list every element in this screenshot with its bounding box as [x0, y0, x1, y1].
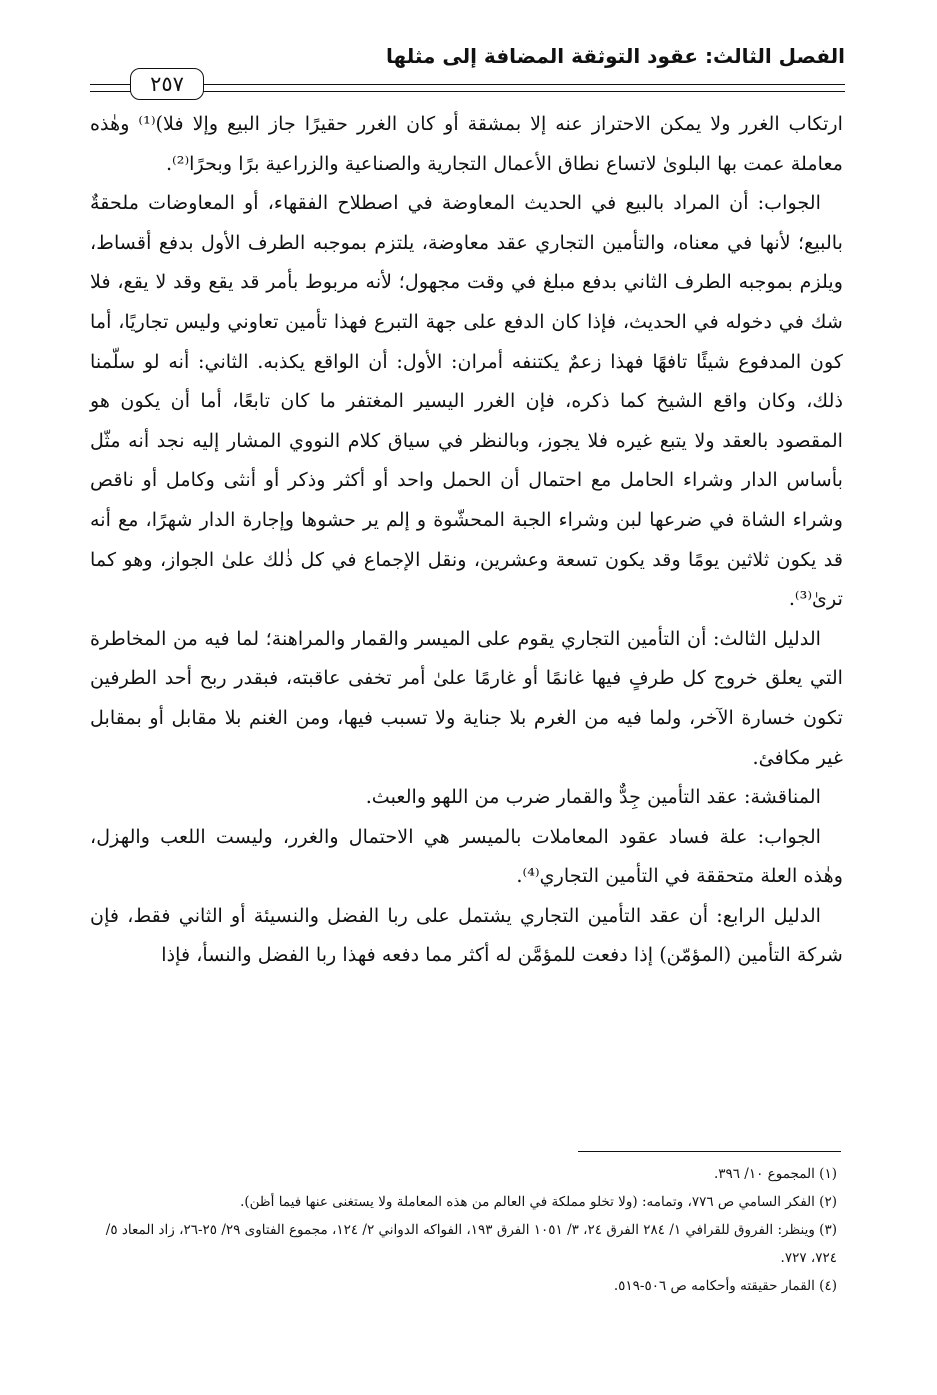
- running-header: [90, 44, 845, 96]
- paragraph-evidence-4: الدليل الرابع: أن عقد التأمين التجاري يشتمل على ربا الفضل والنسيئة أو الثاني فقط، فإن شركة التأمين (المؤمّن) إذا دفعت للمؤمَّن له أكثر مما دفعه فهذا ربا الفضل والنسأ، فإذا: [90, 903, 843, 967]
- paragraph-evidence-3: الدليل الثالث: أن التأمين التجاري يقوم على الميسر والقمار والمراهنة؛ لما فيه من المخاطرة التي يعلق خروج كل طرفٍ فيها غانمًا أو غارمًا علىٰ أمر تخفى عاقبته، فبقدر ربح أحد الطرفين تكون خسارة الآخر، ولما فيه من الغرم بلا جناية ولا تسبب فيها، ومن الغنم بلا مقابل أو بمقابل غير مكافئ.: [90, 626, 843, 769]
- footnote-separator: [578, 1151, 841, 1152]
- footnote-2: (٢) الفكر السامي ص ٧٧٦، وتمامه: (ولا تخلو مملكة في العالم من هذه المعاملة ولا يستغنى عنها فيما أظن).: [240, 1194, 837, 1210]
- footnote-1: (١) المجموع ١٠/ ٣٩٦.: [713, 1166, 837, 1182]
- footnote-3: (٣) وينظر: الفروق للقرافي ١/ ٢٨٤ الفرق ٢٤، ٣/ ١٠٥١ الفرق ١٩٣، الفواكه الدواني ٢/ ١٢٤، مجموع الفتاوى ٢٩/ ٢٥-٢٦، زاد المعاد ٥/ ٧٢٤، ٧٢٧.: [105, 1222, 837, 1266]
- paragraph-answer-1: الجواب: أن المراد بالبيع في الحديث المعاوضة في اصطلاح الفقهاء، أو المعاوضات ملحقةٌ بالبيع؛ لأنها في معناه، والتأمين التجاري عقد معاوضة، يلتزم بموجبه الطرف الأول بدفع أقساط، ويلزم بموجبه الطرف الثاني بدفع مبلغ في وقت مجهول؛ لأنه مربوط بأمر قد يقع وقد لا يقع، فلا شك في دخوله في الحديث، فإذا كان الدفع على جهة التبرع فهذا تأمين تعاوني وليس تجاريًا، أما كون المدفوع شيئًا تافهًا فهذا زعمٌ يكتنفه أمران: الأول: أن الواقع يكذبه. الثاني: أنه لو سلّمنا ذلك، وكان واقع الشيخ كما ذكره، فإن الغرر اليسير المغتفر ما كان تابعًا، أما أن يكون هو المقصود بالعقد ولا يتبع غيره فلا يجوز، وبالنظر في سياق كلام النووي المشار إليه نجد أنه مثّل بأساس الدار وشراء الحامل مع احتمال أن الحمل واحد أو أكثر وذكر أو أنثى وكامل أو ناقص وشراء الشاة في ضرعها لبن وشراء الجبة المحشّوة و إلم ير حشوها وإجارة الدار شهرًا، مع أنه قد يكون ثلاثين يومًا وقد يكون تسعة وعشرين، ونقل الإجماع في كل ذٰلك علىٰ الجواز، وهو كما ترىٰ⁽³⁾.: [90, 191, 843, 611]
- page-number: ٢٥٧: [130, 68, 204, 100]
- footnote-4: (٤) القمار حقيقته وأحكامه ص ٥٠٦-٥١٩.: [613, 1278, 837, 1294]
- paragraph-answer-2: الجواب: علة فساد عقود المعاملات بالميسر هي الاحتمال والغرر، وليست اللعب والهزل، وهٰذه العلة متحققة في التأمين التجاري⁽⁴⁾.: [90, 824, 843, 888]
- footnotes: [90, 1160, 837, 1300]
- main-text: [90, 104, 843, 975]
- chapter-title: الفصل الثالث: عقود التوثقة المضافة إلى مثلها: [385, 44, 845, 68]
- paragraph-discussion: المناقشة: عقد التأمين جِدٌّ والقمار ضرب من اللهو والعبث.: [365, 785, 821, 809]
- paragraph-continuation: ارتكاب الغرر ولا يمكن الاحتراز عنه إلا بمشقة أو كان الغرر حقيرًا جاز البيع وإلا فلا)⁽¹⁾ وهٰذه معاملة عمت بها البلوىٰ لاتساع نطاق الأعمال التجارية والصناعية والزراعية برًا وبحرًا⁽²⁾.: [90, 112, 844, 175]
